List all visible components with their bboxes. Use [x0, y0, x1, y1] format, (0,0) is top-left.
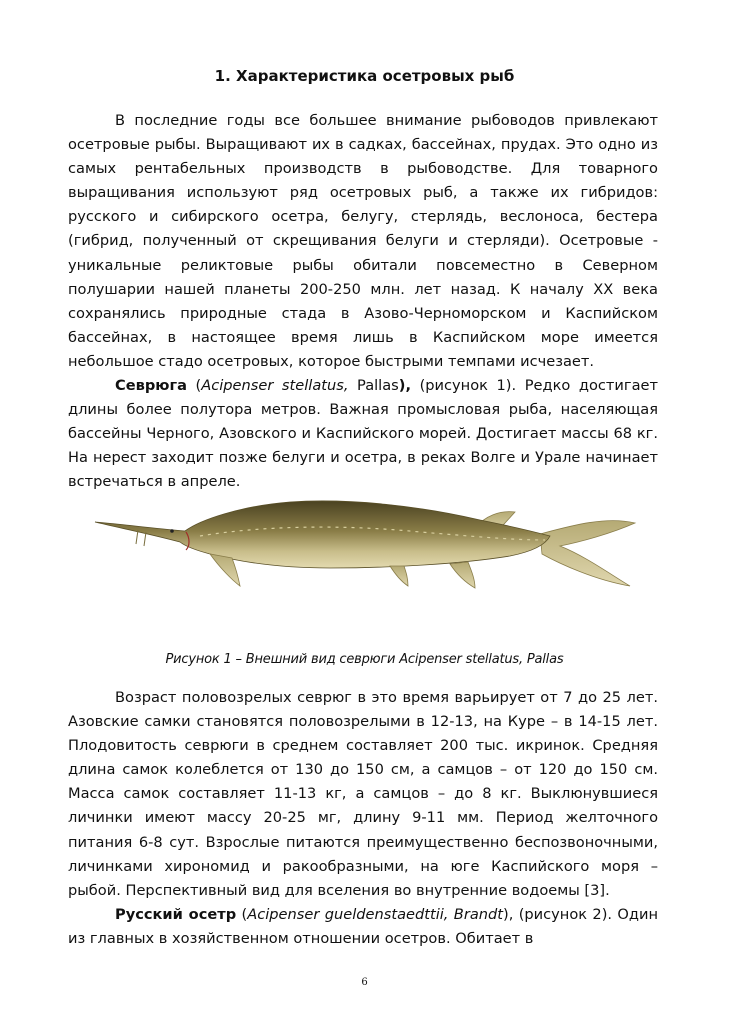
body-text-bottom	[68, 686, 658, 951]
fish-eye	[170, 529, 174, 533]
russian-sturgeon-latin-name: Acipenser gueldenstaedttii, Brandt	[247, 905, 503, 923]
sevruga-name: Севрюга	[115, 377, 187, 395]
section-title: 1. Характеристика осетровых рыб	[214, 67, 515, 85]
pelvic-fin	[390, 566, 408, 586]
tail-fin	[540, 521, 635, 586]
page-number: 6	[361, 977, 368, 988]
body-text-top	[68, 109, 658, 495]
sevruga-description: (рисунок 1). Редко достигает длины более полутора метров. Важная промысловая рыба, населяющая бассейны Черного, Азовского и Каспийского морей. Достигает массы 68 кг. На нерест заходит позже белуги и осетра, в реках Волге и Урале начинает встречаться в апреле.	[68, 377, 658, 491]
russian-sturgeon-open-paren: (	[236, 905, 248, 923]
figure-caption: Рисунок 1 – Внешний вид севрюги Acipenser stellatus, Pallas	[165, 652, 564, 667]
sevruga-latin-name: Acipenser stellatus,	[201, 377, 349, 395]
sevruga-open-paren: (	[186, 377, 202, 395]
anal-fin	[450, 562, 475, 588]
sevruga-close-paren: ),	[398, 377, 412, 395]
russian-sturgeon-description: ), (рисунок 2). Один из главных в хозяйственном отношении осетров. Обитает в	[68, 905, 659, 947]
age-paragraph: Возраст половозрелых севрюг в это время варьирует от 7 до 25 лет. Азовские самки становятся половозрелыми в 12-13, на Куре – в 14-15 лет. Плодовитость севрюги в среднем составляет 200 тыс. икринок. Средняя длина самок колеблется от 130 до 150 см, а самцов – от 120 до 150 см. Масса самок составляет 11-13 кг, а самцов – до 8 кг. Выклюнувшиеся личинки имеют массу 20-25 мг, длину 9-11 мм. Период желточного питания 6-8 сут. Взрослые питаются преимущественно беспозвоночными, личинками хирономид и ракообразными, на юге Каспийского моря – рыбой. Перспективный вид для вселения во внутренние водоемы [3].	[68, 689, 658, 899]
fish-body	[95, 501, 550, 568]
sevruga-fish-image	[90, 476, 650, 626]
sevruga-author: Pallas	[348, 377, 399, 395]
russian-sturgeon-paragraph	[68, 903, 658, 951]
russian-sturgeon-name: Русский осетр	[115, 905, 237, 923]
intro-paragraph: В последние годы все большее внимание рыбоводов привлекают осетровые рыбы. Выращивают их в садках, бассейнах, прудах. Это одно из самых рентабельных производств в рыбоводстве. Для товарного выращивания используют ряд осетровых рыб, а также их гибридов: русского и сибирского осетра, белугу, стерлядь, веслоноса, бестера (гибрид, полученный от скрещивания белуги и стерляди). Осетровые - уникальные реликтовые рыбы обитали повсеместно в Северном полушарии нашей планеты 200-250 млн. лет назад. К началу XX века сохранялись природные стада в Азово-Черноморском и Каспийском бассейнах, в настоящее время лишь в Каспийском море имеется небольшое стадо осетровых, которое быстрыми темпами исчезает.	[68, 112, 658, 370]
